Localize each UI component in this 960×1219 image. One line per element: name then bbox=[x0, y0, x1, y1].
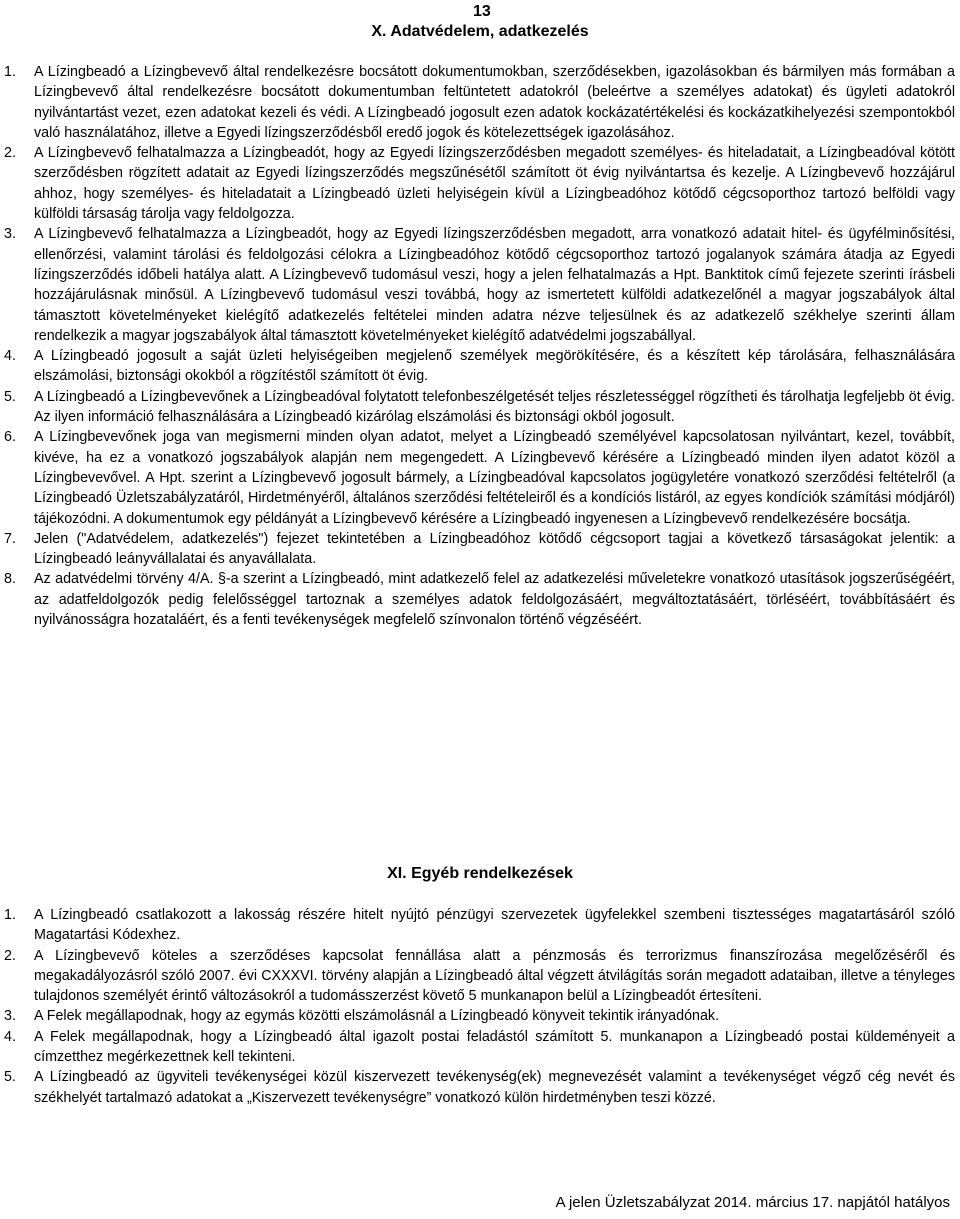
item-text: Az adatvédelmi törvény 4/A. §-a szerint a Lízingbeadó, mint adatkezelő felel az adatkezelési műveletekre vonatkozó utasítások jogszerűségéért, az adatfeldolgozók pedig felelősséggel tartoznak a személyes adatok feldolgozásáért, megváltoztatásáért, törléséért, továbbításáért és nyilvánosságra hozataláért, és a fenti tevékenységek megfelelő színvonalon történő végzéséért. bbox=[34, 571, 955, 629]
page-number: 13 bbox=[473, 3, 491, 20]
item-text: A Lízingbevevő felhatalmazza a Lízingbeadót, hogy az Egyedi lízingszerződésben megadott, arra vonatkozó adatait hitel- és ügyfélminősítési, ellenőrzési, valamint tárolási és feldolgozási célokra a Lízingbeadóhoz kötődő cégcsoporthoz tartozó jogalanyok számára átadja az Egyedi lízingszerződés időbeli hatálya alatt. A Lízingbevevő tudomásul veszi, hogy a jelen felhatalmazás a Hpt. Banktitok című fejezete szerinti írásbeli hozzájárulásnak minősül. A Lízingbevevő tudomásul veszi továbbá, hogy az ismertetett külföldi adatkezelőnél a magyar jogszabályok által támasztott követelményeket kielégítő adatkezelés feltételei minden adatra nézve teljesülnek és az adatkezelő székhelye szerinti állam rendelkezik a magyar jogszabályok által támasztott követelményeket kielégítő adatvédelmi jogszabállyal. bbox=[34, 226, 955, 344]
list-item bbox=[0, 1006, 955, 1026]
list-item bbox=[0, 946, 955, 1007]
item-number: 1. bbox=[4, 64, 16, 80]
list-item bbox=[0, 905, 955, 946]
item-text: A Lízingbevevő köteles a szerződéses kapcsolat fennállása alatt a pénzmosás és terrorizmus finanszírozása megelőzéséről és megakadályozásról szóló 2007. évi CXXXVI. törvény alapján a Lízingbeadó által végzett átvilágítás során megadott adataiban, illetve a tényleges tulajdonos személyét érintő változásokról a tudomásszerzést követő 5 munkanapon belül a Lízingbeadót értesíteni. bbox=[34, 947, 955, 1005]
other-provisions-list bbox=[0, 905, 955, 1108]
item-number: 5. bbox=[4, 1069, 16, 1086]
item-text: A Lízingbeadó a Lízingbevevő által rendelkezésre bocsátott dokumentumokban, szerződésekben, igazolásokban és bármilyen más formában a Lízingbevevő által rendelkezésre bocsátott dokumentumban feltüntetett adatokról (beleértve a személyes adatokat) és ügyleti adatokról nyilvántartást vezet, ezen adatokat kezeli és védi. A Lízingbeadó jogosult ezen adatok kockázatértékelési és kockázatkihelyezési szempontokból való használatához, illetve a Egyedi lízingszerződésből eredő jogok és kötelezettségek igazolásához. bbox=[34, 64, 955, 141]
list-item bbox=[0, 387, 955, 428]
item-number: 3. bbox=[4, 226, 16, 243]
effective-date-footer: A jelen Üzletszabályzat 2014. március 17. napjától hatályos bbox=[555, 1194, 950, 1211]
item-text: A Lízingbevevőnek joga van megismerni minden olyan adatot, melyet a Lízingbeadó személyével kapcsolatosan nyilvántart, kezel, továbbít, kivéve, ha ez a vonatkozó jogszabályok alapján nem megengedett. A Lízingbevevő kérésére a Lízingbeadó minden ilyen adatot közöl a Lízingbevevővel. A Hpt. szerint a Lízingbevevő jogosult bármely, a Lízingbeadóval kapcsolatos jogügyletére vonatkozó szerződési feltételről (a Lízingbeadó Üzletszabályzatáról, Hirdetményéről, általános szerződési feltételeiről és a kondíciós listáról, az egyes kondíciók számítási módjáról) tájékozódni. A dokumentumok egy példányát a Lízingbevevő kérésére a Lízingbeadó ingyenesen a Lízingbevevő rendelkezésére bocsátja. bbox=[34, 429, 955, 527]
item-number: 4. bbox=[4, 1028, 16, 1045]
item-number: 2. bbox=[4, 947, 16, 964]
list-item bbox=[0, 427, 955, 528]
data-protection-list bbox=[0, 62, 955, 630]
item-text: Jelen ("Adatvédelem, adatkezelés") fejezet tekintetében a Lízingbeadóhoz kötődő cégcsoport tagjai a következő társaságokat jelentik: a Lízingbeadó leányvállalatai és anyavállalata. bbox=[34, 530, 955, 568]
item-number: 7. bbox=[4, 530, 16, 547]
section-heading-data-protection: X. Adatvédelem, adatkezelés bbox=[371, 23, 589, 40]
list-item bbox=[0, 1027, 955, 1068]
section-heading-other-provisions: XI. Egyéb rendelkezések bbox=[387, 865, 573, 882]
item-number: 6. bbox=[4, 429, 16, 446]
list-item bbox=[0, 569, 955, 630]
item-text: A Lízingbeadó jogosult a saját üzleti helyiségeiben megjelenő személyek megörökítésére, és a készített kép tárolására, felhasználására elszámolási, biztonsági okokból a rögzítéstől számított öt évig. bbox=[34, 348, 955, 385]
item-text: A Lízingbevevő felhatalmazza a Lízingbeadót, hogy az Egyedi lízingszerződésben megadott személyes- és hiteladatait, a Lízingbeadóval kötött szerződésben rögzített adatait az Egyedi lízingszerződés megszűnésétől számított öt évig nyilvántartsa és kezelje. A Lízingbevevő hozzájárul ahhoz, hogy személyes- és hiteladatait a Lízingbeadó üzleti helyiségein kívül a Lízingbeadóhoz kötődő cégcsoporthoz tartozó belföldi vagy külföldi társaság tárolja vagy feldolgozza. bbox=[34, 145, 955, 223]
item-text: A Lízingbeadó az ügyviteli tevékenységei közül kiszervezett tevékenység(ek) megnevezését valamint a tevékenységet végző cég nevét és székhelyét tartalmazó adatokat a „Kiszervezett tevékenységre” vonatkozó külön hirdetményben teszi közzé. bbox=[34, 1069, 955, 1106]
list-item bbox=[0, 529, 955, 570]
item-text: A Felek megállapodnak, hogy a Lízingbeadó által igazolt postai feladástól számított 5. munkanapon a Lízingbeadó postai küldeményeit a címzetthez megérkezettnek kell tekinteni. bbox=[34, 1028, 955, 1066]
item-text: A Lízingbeadó a Lízingbevevőnek a Lízingbeadóval folytatott telefonbeszélgetését teljes részletességgel rögzítheti és tárolhatja legfeljebb öt évig. Az ilyen információ felhasználására a Lízingbeadó kizárólag elszámolási és biztonsági okból jogosult. bbox=[34, 388, 955, 426]
item-text: A Felek megállapodnak, hogy az egymás közötti elszámolásnál a Lízingbeadó könyveit tekintik irányadónak. bbox=[34, 1008, 720, 1025]
list-item bbox=[0, 224, 955, 346]
item-number: 4. bbox=[4, 348, 16, 365]
item-number: 5. bbox=[4, 388, 16, 405]
list-item bbox=[0, 143, 955, 224]
item-number: 2. bbox=[4, 145, 16, 162]
item-number: 1. bbox=[4, 907, 16, 923]
list-item bbox=[0, 62, 955, 143]
item-text: A Lízingbeadó csatlakozott a lakosság részére hitelt nyújtó pénzügyi szervezetek ügyfelekkel szembeni tisztességes magatartásáról szóló Magatartási Kódexhez. bbox=[34, 907, 955, 944]
item-number: 8. bbox=[4, 571, 16, 588]
item-number: 3. bbox=[4, 1008, 16, 1025]
list-item bbox=[0, 346, 955, 387]
list-item bbox=[0, 1067, 955, 1108]
